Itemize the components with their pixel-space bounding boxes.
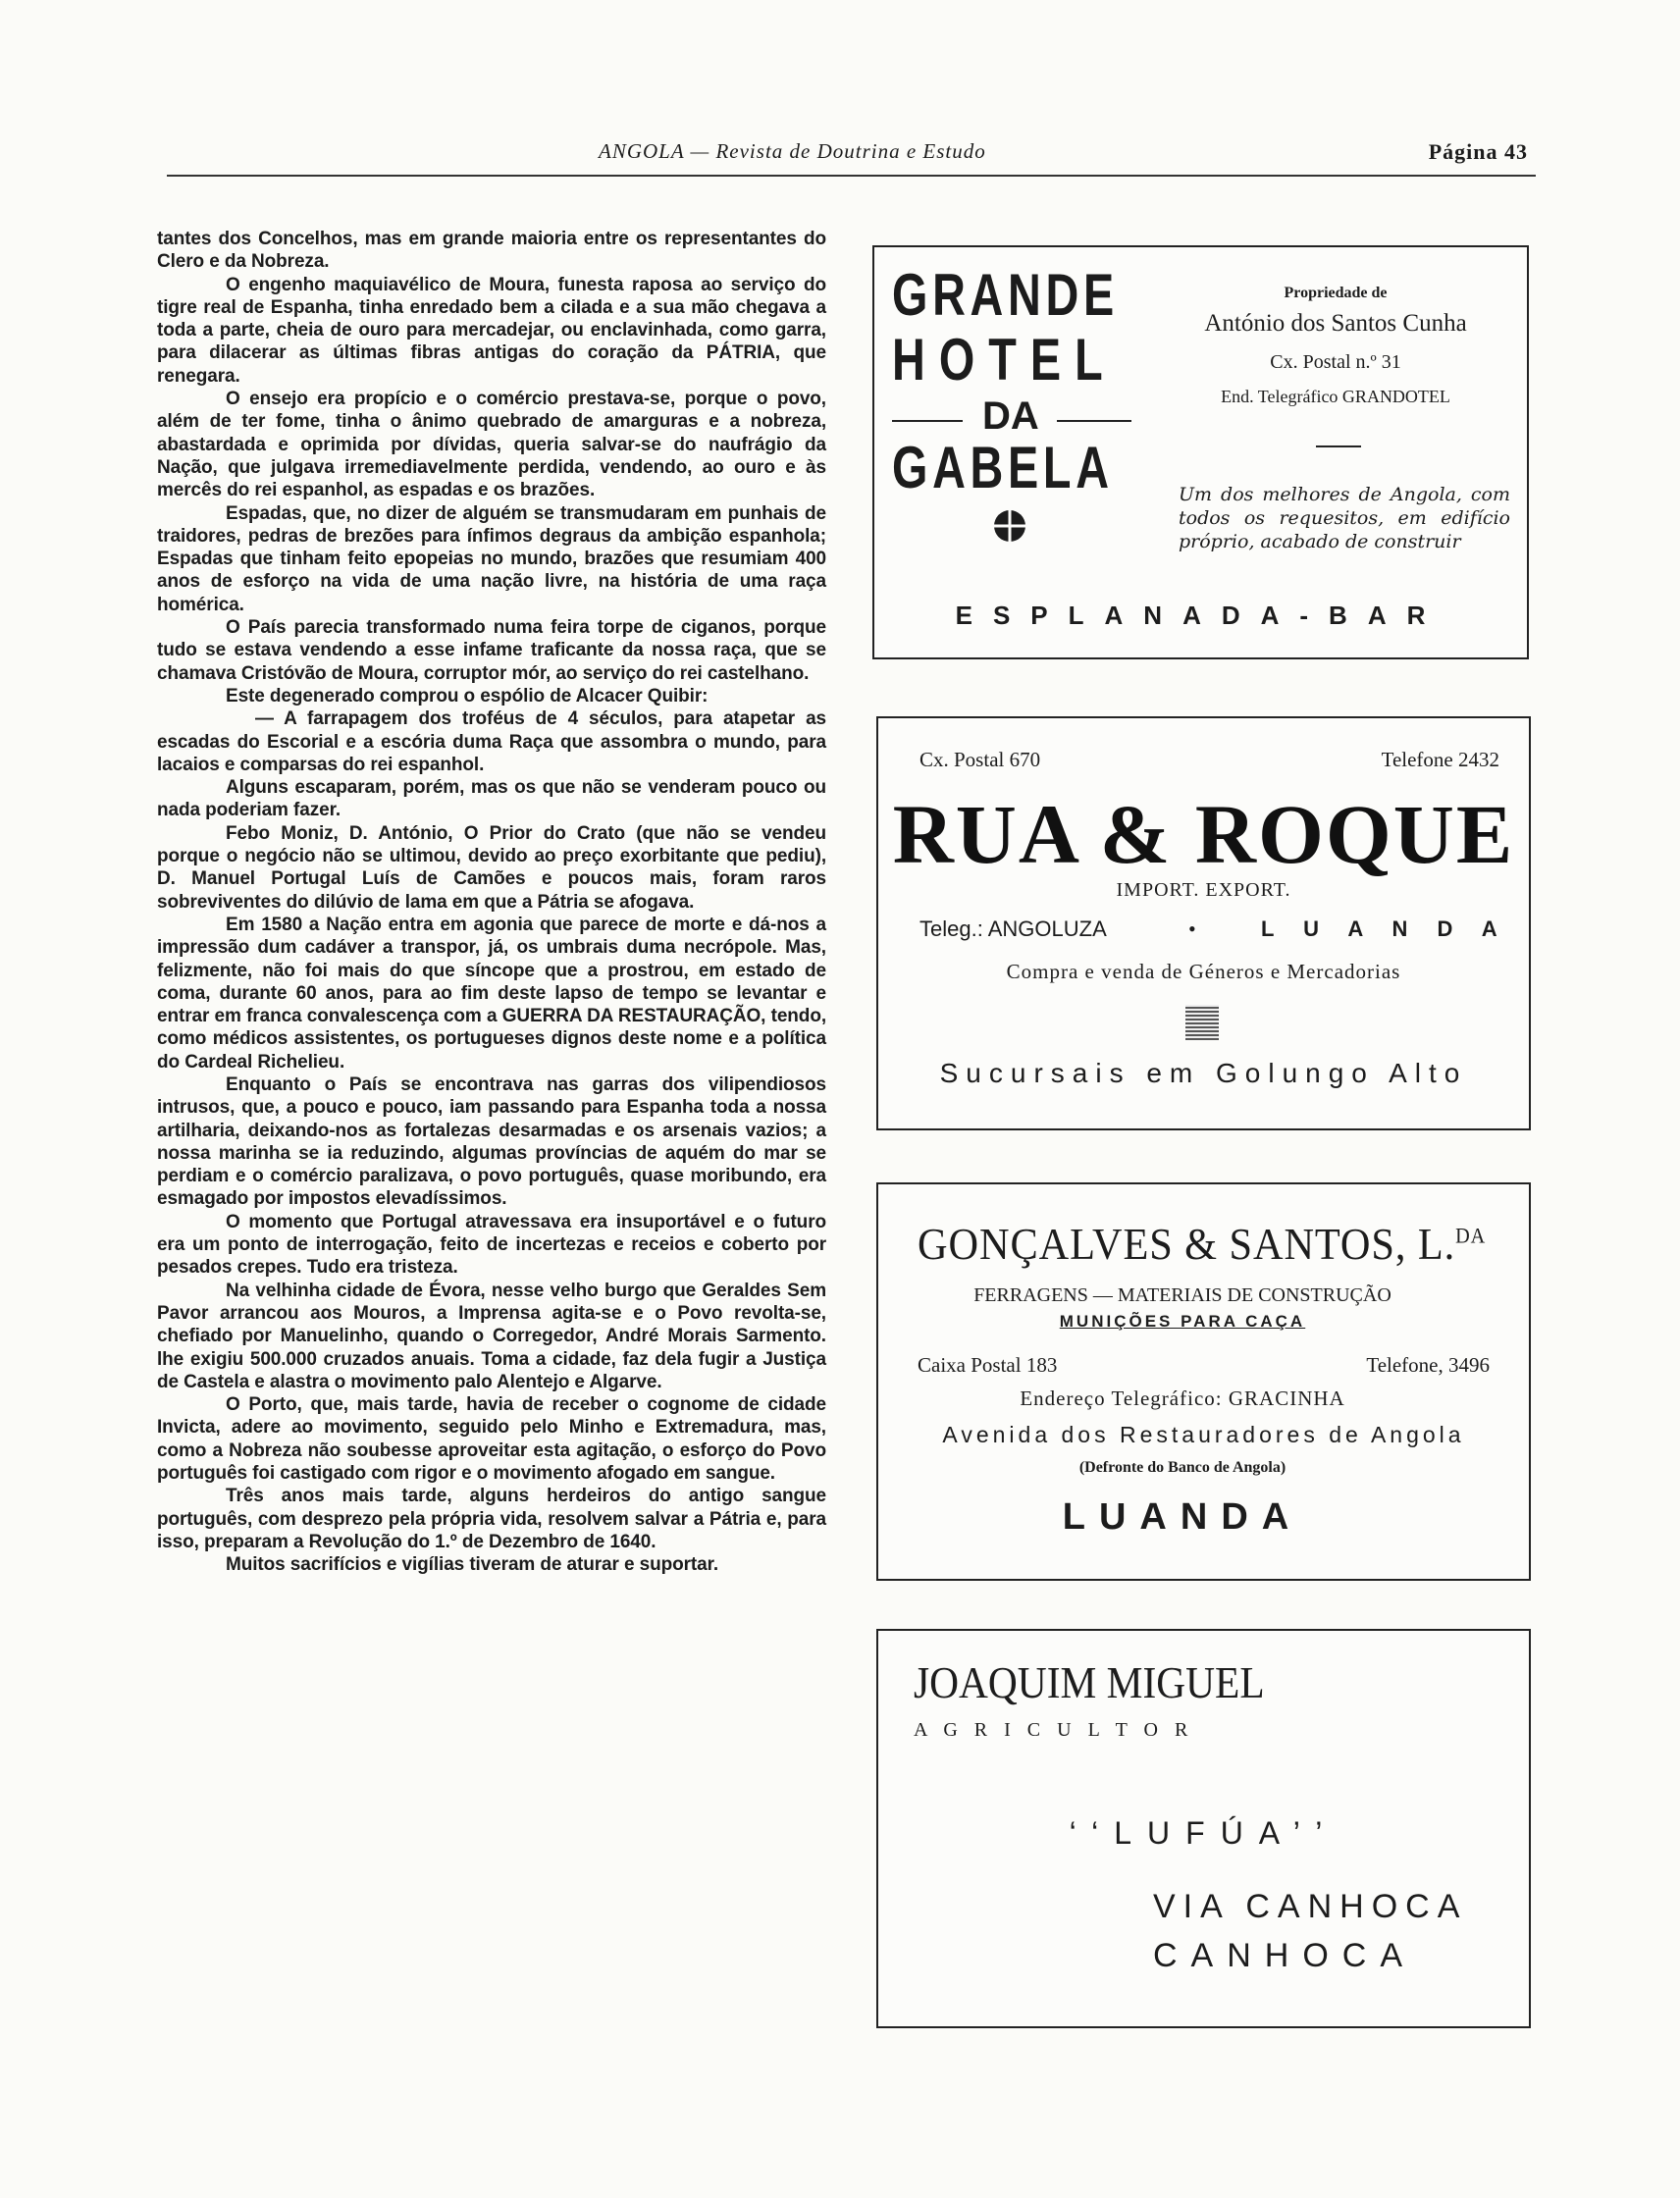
ad-goncalves-santos bbox=[876, 1182, 1531, 1581]
goncalves-reference: (Defronte do Banco de Angola) bbox=[1078, 1459, 1286, 1476]
article-paragraph: Na velhinha cidade de Évora, nesse velho burgo que Geraldes Sem Pavor arrancou aos Mouros, a Imprensa agita-se e o Povo revolta-se, chefiado por Manuelinho, quando o Corregedor, André Morais Sarmento. lhe exigiu 500.000 cruzados anuais. Toma a cidade, faz dela fugir a Justiça de Castela e alastra o movimento palo Alentejo e Algarve. bbox=[157, 1280, 826, 1392]
rua-trade: Compra e venda de Géneros e Mercadorias bbox=[1006, 960, 1401, 983]
goncalves-phone: Telefone, 3496 bbox=[1366, 1353, 1490, 1377]
article-paragraph: O momento que Portugal atravessava era insuportável e o futuro era um ponto de interrogação, feito de incertezas e receios e coberto por pesados crepes. Tudo era tristeza. bbox=[157, 1211, 826, 1279]
goncalves-postal: Caixa Postal 183 bbox=[918, 1353, 1058, 1377]
article-paragraph: — A farrapagem dos troféus de 4 séculos, para atapetar as escadas do Escorial e a escória duma Raça que assombra o mundo, para lacaios e comparsas do rei espanhol. bbox=[157, 708, 826, 775]
joaquim-via: VIA CANHOCA bbox=[1153, 1888, 1468, 1925]
rua-telegraph: Teleg.: ANGOLUZA bbox=[919, 916, 1107, 941]
article-paragraph: tantes dos Concelhos, mas em grande maioria entre os representantes do Clero e da Nobreza. bbox=[157, 229, 826, 273]
goncalves-telegraph: Endereço Telegráfico: GRACINHA bbox=[1020, 1387, 1345, 1410]
hotel-telegraphic: End. Telegráfico GRANDOTEL bbox=[1221, 387, 1450, 406]
article-paragraph: Enquanto o País se encontrava nas garras dos vilipendiosos intrusos, que, a pouco e pouco, iam passando para Espanha toda a nossa artilharia, deixando-nos as fortalezas desarmadas e os arsenais vazios; a nossa marinha se ia reduzindo, algumas províncias de aquém do mar se perdiam e o comércio paralizava, o povo português, quase moribundo, era esmagado por impostos elevadíssimos. bbox=[157, 1073, 826, 1210]
article-paragraph: O ensejo era propício e o comércio prestava-se, porque o povo, além de ter fome, tinha o ânimo quebrado de amarguras e a nobreza, abastardada e oprimida por dívidas, queria salvar-se do naufrágio da Nação, que julgava irremediavelmente perdida, vendendo, ao ouro e às mercês do rei espanhol, as espadas e os brazões. bbox=[157, 389, 826, 501]
article-paragraph: Três anos mais tarde, alguns herdeiros do antigo sangue português, com desprezo pela própria vida, resolvem salvar a Pátria e, para isso, preparam a Revolução do 1.º de Dezembro de 1640. bbox=[157, 1486, 826, 1552]
rua-postal: Cx. Postal 670 bbox=[919, 748, 1041, 771]
article-paragraph: O engenho maquiavélico de Moura, funesta raposa ao serviço do tigre real de Espanha, tinha enredado bem a ciIada e a sua mão chegava a toda a parte, cheia de ouro para mercadejar, ou enclavinhada, como garra, para dilacerar as últimas fibras antigas do coração da PÁTRIA, que renegara. bbox=[157, 274, 826, 387]
rua-branches: Sucursais em Golungo Alto bbox=[939, 1058, 1468, 1088]
joaquim-place: CANHOCA bbox=[1153, 1937, 1417, 1974]
hotel-owner: António dos Santos Cunha bbox=[1204, 310, 1467, 337]
joaquim-farm: ‘‘LUFÚA’’ bbox=[1069, 1815, 1339, 1851]
rua-phone: Telefone 2432 bbox=[1381, 748, 1499, 771]
hotel-postal: Cx. Postal n.º 31 bbox=[1270, 351, 1401, 373]
article-paragraph: Este degenerado comprou o espólio de Alcacer Quibir: bbox=[226, 685, 709, 706]
goncalves-address: Avenida dos Restauradores de Angola bbox=[942, 1422, 1465, 1447]
ornament-icon bbox=[992, 508, 1027, 544]
article-paragraph: Febo Moniz, D. António, O Prior do Crato (que não se vendeu porque o negócio não se ultimou, devido ao preço exorbitante que pediu), D. Manuel Portugal Luís de Camões e poucos mais, foram raros sobreviventes do dilúvio de lama em que a Pátria se afogava. bbox=[157, 822, 826, 913]
article-paragraph: Alguns escaparam, porém, mas os que não se venderam pouco ou nada poderiam fazer. bbox=[157, 777, 826, 821]
hotel-tagline: Um dos melhores de Angola, com todos os requesitos, em edifício próprio, acabado de construir bbox=[1179, 484, 1510, 552]
goncalves-name: GONÇALVES & SANTOS, L.$^{DA}$ bbox=[918, 1219, 1487, 1269]
article-paragraph: O País parecia transformado numa feira torpe de ciganos, porque tudo se estava vendendo a esse infame traficante da nossa raça, que se chamava Cristóvão de Moura, corruptor mór, ao serviço do rei castelhano. bbox=[157, 617, 826, 684]
hotel-word-grande: GRANDE bbox=[892, 262, 1119, 328]
stamp-icon bbox=[1185, 1005, 1219, 1040]
rua-roque-name: RUA & ROQUE bbox=[892, 787, 1515, 881]
goncalves-city: LUANDA bbox=[1062, 1496, 1303, 1538]
article-paragraph: Em 1580 a Nação entra em agonia que parece de morte e dá-nos a impressão dum cadáver a transpor, já, os umbrais duma necrópole. Mas, felizmente, não foi mais do que síncope que a prostrou, em estado de coma, durante 60 anos, para ao fim deste lapso de tempo se levantar e entrar em franca convalescença com a GUERRA DA RESTAURAÇÃO, tendo, como médicos assistentes, os portugueses dignos deste nome e a política do Cardeal Richelieu. bbox=[157, 914, 826, 1073]
journal-title: ANGOLA — Revista de Doutrina e Estudo bbox=[599, 139, 986, 163]
hotel-word-da: DA bbox=[982, 394, 1039, 438]
hotel-word-hotel: HOTEL bbox=[892, 327, 1117, 392]
running-header bbox=[167, 135, 1536, 177]
article-paragraph: Muitos sacrifícios e vigílias tiveram de aturar e suportar. bbox=[226, 1554, 719, 1576]
bullet-icon: • bbox=[1188, 916, 1196, 941]
hotel-divider bbox=[1316, 445, 1361, 447]
ad-grande-hotel bbox=[872, 245, 1529, 659]
article-paragraph: Espadas, que, no dizer de alguém se transmudaram em punhais de traidores, pedras de brezões para ínfimos degraus da ambição espanhola; Espadas que tinham feito epopeias no mundo, brazões que resumiam 400 anos de esforço na vida de uma nação livre, na história de uma raça homérica. bbox=[157, 502, 826, 615]
joaquim-role: A G R I C U L T O R bbox=[914, 1719, 1194, 1741]
rua-import-export: IMPORT. EXPORT. bbox=[1116, 879, 1291, 901]
ad-rua-roque bbox=[876, 716, 1531, 1130]
goncalves-products: FERRAGENS — MATERIAIS DE CONSTRUÇÃO bbox=[973, 1284, 1391, 1306]
rua-city: L U A N D A bbox=[1261, 916, 1509, 941]
page-number: Página 43 bbox=[1428, 139, 1528, 164]
joaquim-name: JOAQUIM MIGUEL bbox=[914, 1657, 1265, 1707]
hotel-word-gabela: GABELA bbox=[892, 435, 1114, 500]
article-paragraph: O Porto, que, mais tarde, havia de receber o cognome de cidade Invicta, adere ao movimento, seguido pelo Minho e Extremadura, mas, como a Nobreza não soubesse aproveitar esta agitação, o esforço do Povo português foi castigado com rigor e o movimento afogado em sangue. bbox=[157, 1394, 826, 1485]
hotel-prop-label: Propriedade de bbox=[1284, 285, 1388, 301]
article-column bbox=[157, 228, 826, 1577]
ad-joaquim-miguel bbox=[876, 1629, 1531, 2028]
goncalves-ammo: MUNIÇÕES PARA CAÇA bbox=[1059, 1312, 1306, 1331]
esplanada-bar: ESPLANADA-BAR bbox=[955, 601, 1446, 630]
